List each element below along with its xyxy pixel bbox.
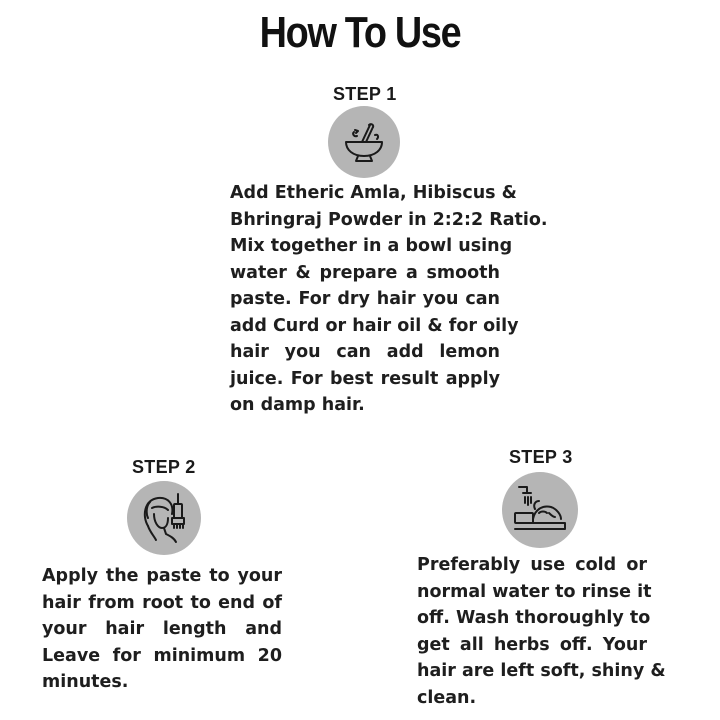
step-1-label: STEP 1 — [333, 84, 397, 104]
step-3-line: clean. — [417, 687, 477, 708]
step-2-text — [42, 563, 282, 696]
hair-rinse-shower-icon — [509, 479, 571, 541]
step-1-line: Mix together in a bowl using — [230, 236, 513, 256]
step-2-icon-circle — [127, 481, 201, 555]
step-2-line: minutes. — [42, 672, 129, 692]
step-2-line: hair from root to end of — [42, 592, 282, 613]
step-3-line: normal water to rinse it — [417, 581, 652, 602]
step-3-line: off. Wash thoroughly to — [417, 608, 651, 628]
step-1-line: hair you can add lemon — [230, 342, 500, 362]
step-2-line: your hair length and — [42, 619, 282, 639]
step-1-line: Add Etheric Amla, Hibiscus & — [230, 183, 517, 203]
step-3-label: STEP 3 — [509, 447, 573, 467]
step-1-line: on damp hair. — [230, 395, 365, 415]
mortar-bowl-icon — [340, 118, 388, 166]
step-1-line: water & prepare a smooth — [230, 262, 500, 283]
step-1-line: add Curd or hair oil & for oily — [230, 315, 519, 336]
step-3-icon-circle — [502, 472, 578, 548]
step-2-label: STEP 2 — [132, 457, 196, 477]
step-1-line: juice. For best result apply — [230, 368, 500, 389]
step-1-text — [230, 180, 548, 419]
step-3-line: Preferably use cold or — [417, 555, 647, 575]
step-2-line: Leave for minimum 20 — [42, 645, 282, 666]
step-2-line: Apply the paste to your — [42, 566, 282, 586]
page-title: How To Use — [259, 8, 461, 57]
step-3-text — [417, 552, 666, 711]
hair-brush-application-icon — [134, 488, 194, 548]
step-1-line: Bhringraj Powder in 2:2:2 Ratio. — [230, 209, 548, 230]
step-3-line: get all herbs off. Your — [417, 634, 647, 655]
step-1-line: paste. For dry hair you can — [230, 289, 500, 309]
step-3-line: hair are left soft, shiny & — [417, 661, 666, 681]
step-1-icon-circle — [328, 106, 400, 178]
